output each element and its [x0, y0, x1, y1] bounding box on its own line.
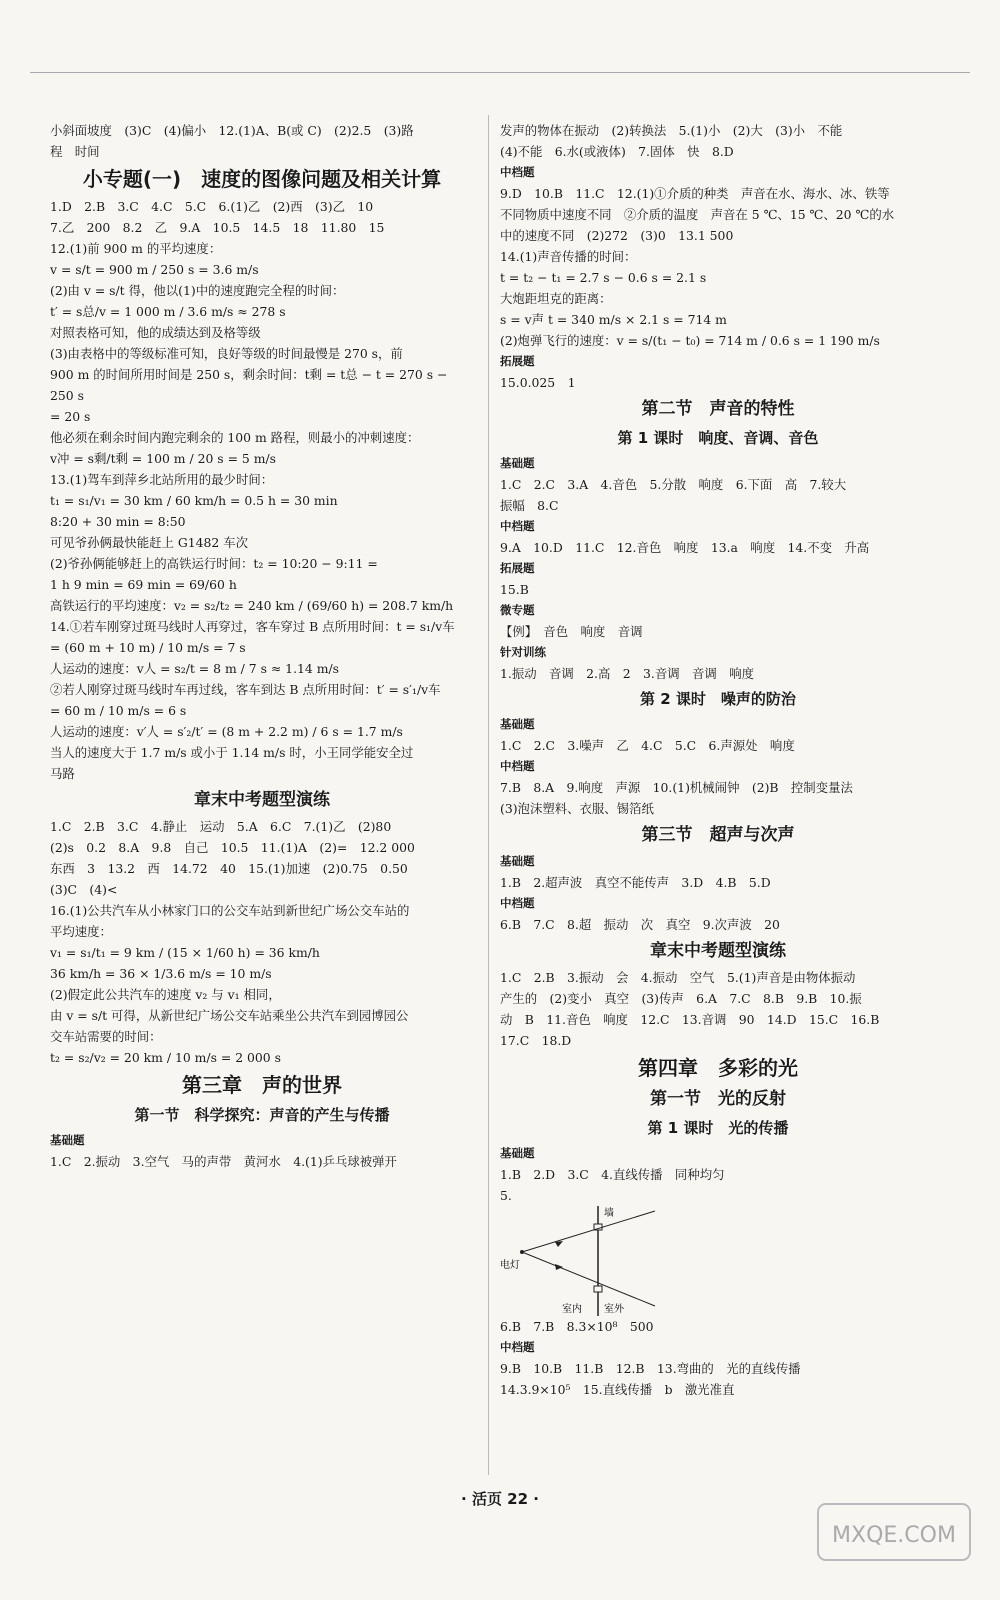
text-line: (4)不能 6.水(或液体) 7.固体 快 8.D: [500, 144, 734, 159]
equation: 人运动的速度：v′人 = s′₂/t′ = (8 m + 2.2 m) / 6 s = 1.7 m/s: [50, 724, 403, 739]
text-line: 1.C 2.B 3.C 4.静止 运动 5.A 6.C 7.(1)乙 (2)80: [50, 819, 392, 834]
text-line: 16.(1)公共汽车从小林家门口的公交车站到新世纪广场公交车站的: [50, 903, 410, 918]
text-line: 9.D 10.B 11.C 12.(1)①介质的种类 声音在水、海水、冰、铁等: [500, 186, 890, 201]
text-line: ②若人刚穿过斑马线时车再过线，客车到达 B 点所用时间：t′ = s′₁/v车: [50, 682, 441, 697]
label-micro-topic: 微专题: [500, 603, 535, 617]
indoor-label: 室内: [562, 1304, 582, 1315]
section-title: 章末中考题型演练: [650, 941, 786, 961]
text-line: 9.A 10.D 11.C 12.音色 响度 13.a 响度 14.不变 升高: [500, 540, 870, 555]
equation: (2)炮弹飞行的速度：v = s/(t₁ − t₀) = 714 m / 0.6 s = 1 190 m/s: [500, 333, 880, 348]
section-title: 第一节 光的反射: [650, 1089, 786, 1109]
text-line: 7.乙 200 8.2 乙 9.A 10.5 14.5 18 11.80 15: [50, 220, 385, 235]
text-line: 发声的物体在振动 (2)转换法 5.(1)小 (2)大 (3)小 不能: [500, 123, 843, 138]
chapter-title: 第四章 多彩的光: [638, 1056, 798, 1080]
outdoor-label: 室外: [604, 1304, 624, 1315]
text-line: 13.(1)驾车到萍乡北站所用的最少时间：: [50, 472, 274, 487]
label-practice: 针对训练: [500, 645, 546, 659]
lamp-label: 电灯: [500, 1260, 520, 1271]
section-title: 第三节 超声与次声: [641, 825, 795, 845]
left-column: [50, 120, 474, 1172]
text-line: 14.①若车刚穿过斑马线时人再穿过，客车穿过 B 点所用时间：t = s₁/v车: [50, 619, 455, 634]
light-ray: [522, 1252, 655, 1306]
text-line: 大炮距坦克的距离：: [500, 291, 612, 306]
label-medium: 中档题: [500, 165, 535, 179]
wall-label: 墙: [604, 1208, 614, 1219]
label-medium: 中档题: [500, 519, 535, 533]
watermark-logo: [816, 1502, 972, 1562]
text-line: 1.C 2.C 3.A 4.音色 5.分散 响度 6.下面 高 7.较大: [500, 477, 847, 492]
text-line: 1.C 2.振动 3.空气 马的声带 黄河水 4.(1)乒乓球被弹开: [50, 1154, 397, 1169]
text-line: 中的速度不同 (2)272 (3)0 13.1 500: [500, 228, 734, 243]
label-extension: 拓展题: [500, 561, 535, 575]
text-line: (2)爷孙俩能够赶上的高铁运行时间：t₂ = 10:20 − 9:11 =: [50, 556, 378, 571]
section-title: 小专题(一) 速度的图像问题及相关计算: [82, 167, 442, 191]
label-basic: 基础题: [500, 456, 535, 470]
text-line: 7.B 8.A 9.响度 声源 10.(1)机械闹钟 (2)B 控制变量法: [500, 780, 853, 795]
equation: 人运动的速度：v人 = s₂/t = 8 m / 7 s ≈ 1.14 m/s: [50, 661, 339, 676]
label-basic: 基础题: [500, 854, 535, 868]
text-line: 15.0.025 1: [500, 375, 576, 390]
label-medium: 中档题: [500, 1340, 535, 1354]
text-line: 对照表格可知，他的成绩达到及格等级: [50, 325, 261, 340]
text-line: 1 h 9 min = 69 min = 69/60 h: [50, 577, 237, 592]
text-line: (3)C (4)<: [50, 882, 118, 897]
text-line: 1.B 2.超声波 真空不能传声 3.D 4.B 5.D: [500, 875, 771, 890]
label-extension: 拓展题: [500, 354, 535, 368]
text-line: 产生的 (2)变小 真空 (3)传声 6.A 7.C 8.B 9.B 10.振: [500, 991, 862, 1006]
text-line: 6.B 7.B 8.3×10⁸ 500: [500, 1319, 654, 1334]
text-line: 900 m 的时间所用时间是 250 s，剩余时间：t剩 = t总 − t = 270 s − 250 s: [50, 367, 448, 403]
text-line: 可见爷孙俩最快能赶上 G1482 车次: [50, 535, 248, 550]
text-line: 12.(1)前 900 m 的平均速度：: [50, 241, 222, 256]
text-line: 交车站需要的时间：: [50, 1029, 162, 1044]
top-rule: [30, 72, 970, 73]
equation: 高铁运行的平均速度：v₂ = s₂/t₂ = 240 km / (69/60 h) = 208.7 km/h: [50, 598, 454, 613]
text-line: 振幅 8.C: [500, 498, 559, 513]
text-line: 1.B 2.D 3.C 4.直线传播 同种均匀: [500, 1167, 725, 1182]
text-line: 14.(1)声音传播的时间：: [500, 249, 637, 264]
text-line: (3)泡沫塑料、衣服、锡箔纸: [500, 801, 654, 816]
chapter-title: 第三章 声的世界: [182, 1073, 342, 1097]
equation: t₂ = s₂/v₂ = 20 km / 10 m/s = 2 000 s: [50, 1050, 281, 1065]
label-basic: 基础题: [500, 1146, 535, 1160]
text-line: (2)假定此公共汽车的速度 v₂ 与 v₁ 相同，: [50, 987, 281, 1002]
equation: s = v声 t = 340 m/s × 2.1 s = 714 m: [500, 312, 727, 327]
section-title: 第一节 科学探究：声音的产生与传播: [134, 1106, 390, 1124]
text-line: 1.C 2.C 3.噪声 乙 4.C 5.C 6.声源处 响度: [500, 738, 795, 753]
lesson-title: 第 1 课时 光的传播: [647, 1119, 789, 1137]
text-line: 平均速度：: [50, 924, 112, 939]
text-line: 14.3.9×10⁵ 15.直线传播 b 激光准直: [500, 1382, 735, 1397]
text-line: 程 时间: [50, 144, 100, 159]
lamp-dot: [520, 1250, 524, 1254]
text-line: 9.B 10.B 11.B 12.B 13.弯曲的 光的直线传播: [500, 1361, 801, 1376]
text-line: 马路: [50, 766, 75, 781]
svg-text:MXQE.COM: MXQE.COM: [832, 1523, 956, 1548]
label-basic: 基础题: [50, 1133, 85, 1147]
section-title: 章末中考题型演练: [194, 790, 330, 810]
text-line: 当人的速度大于 1.7 m/s 或小于 1.14 m/s 时，小王同学能安全过: [50, 745, 414, 760]
text-line: (2)s 0.2 8.A 9.8 自己 10.5 11.(1)A (2)= 12.2 000: [50, 840, 415, 855]
equation: t = t₂ − t₁ = 2.7 s − 0.6 s = 2.1 s: [500, 270, 707, 285]
equation: = 60 m / 10 m/s = 6 s: [50, 703, 187, 718]
equation: v冲 = s剩/t剩 = 100 m / 20 s = 5 m/s: [50, 451, 277, 466]
text-line: 15.B: [500, 582, 529, 597]
label-medium: 中档题: [500, 759, 535, 773]
equation: t′ = s总/v = 1 000 m / 3.6 m/s ≈ 278 s: [50, 304, 286, 319]
equation: v₁ = s₁/t₁ = 9 km / (15 × 1/60 h) = 36 km/h: [50, 945, 320, 960]
text-line: (3)由表格中的等级标准可知，良好等级的时间最慢是 270 s，前: [50, 346, 403, 361]
text-line: 不同物质中速度不同 ②介质的温度 声音在 5 ℃、15 ℃、20 ℃的水: [500, 207, 895, 222]
light-propagation-diagram: [500, 1206, 670, 1316]
equation: v = s/t = 900 m / 250 s = 3.6 m/s: [50, 262, 259, 277]
equation: 36 km/h = 36 × 1/3.6 m/s = 10 m/s: [50, 966, 272, 981]
text-line: 【例】 音色 响度 音调: [500, 624, 643, 639]
label-medium: 中档题: [500, 896, 535, 910]
text-line: 东西 3 13.2 西 14.72 40 15.(1)加速 (2)0.75 0.50: [50, 861, 408, 876]
section-title: 第二节 声音的特性: [641, 399, 795, 419]
text-line: 5.: [500, 1188, 512, 1203]
window-gap: [594, 1286, 602, 1292]
label-basic: 基础题: [500, 717, 535, 731]
arrow-icon: [555, 1241, 563, 1247]
text-line: 1.D 2.B 3.C 4.C 5.C 6.(1)乙 (2)西 (3)乙 10: [50, 199, 374, 214]
column-divider: [488, 115, 489, 1475]
arrow-icon: [555, 1264, 563, 1270]
text-line: 由 v = s/t 可得，从新世纪广场公交车站乘坐公共汽车到园博园公: [50, 1008, 409, 1023]
lesson-title: 第 2 课时 噪声的防治: [640, 690, 796, 708]
text-line: 动 B 11.音色 响度 12.C 13.音调 90 14.D 15.C 16.B: [500, 1012, 880, 1027]
text-line: = 20 s: [50, 409, 91, 424]
page-number: · 活页 22 ·: [461, 1490, 539, 1508]
text-line: 8:20 + 30 min = 8:50: [50, 514, 186, 529]
text-line: (2)由 v = s/t 得，他以(1)中的速度跑完全程的时间：: [50, 283, 345, 298]
equation: t₁ = s₁/v₁ = 30 km / 60 km/h = 0.5 h = 30 min: [50, 493, 338, 508]
text-line: 6.B 7.C 8.超 振动 次 真空 9.次声波 20: [500, 917, 780, 932]
lesson-title: 第 1 课时 响度、音调、音色: [617, 429, 819, 447]
right-column: [500, 120, 936, 1400]
text-line: 他必须在剩余时间内跑完剩余的 100 m 路程，则最小的冲刺速度：: [50, 430, 420, 445]
text-line: 1.振动 音调 2.高 2 3.音调 音调 响度: [500, 666, 754, 681]
text-line: 小斜面坡度 (3)C (4)偏小 12.(1)A、B(或 C) (2)2.5 (3)路: [50, 123, 414, 138]
light-ray: [522, 1211, 655, 1252]
equation: = (60 m + 10 m) / 10 m/s = 7 s: [50, 640, 246, 655]
text-line: 17.C 18.D: [500, 1033, 572, 1048]
text-line: 1.C 2.B 3.振动 会 4.振动 空气 5.(1)声音是由物体振动: [500, 970, 856, 985]
